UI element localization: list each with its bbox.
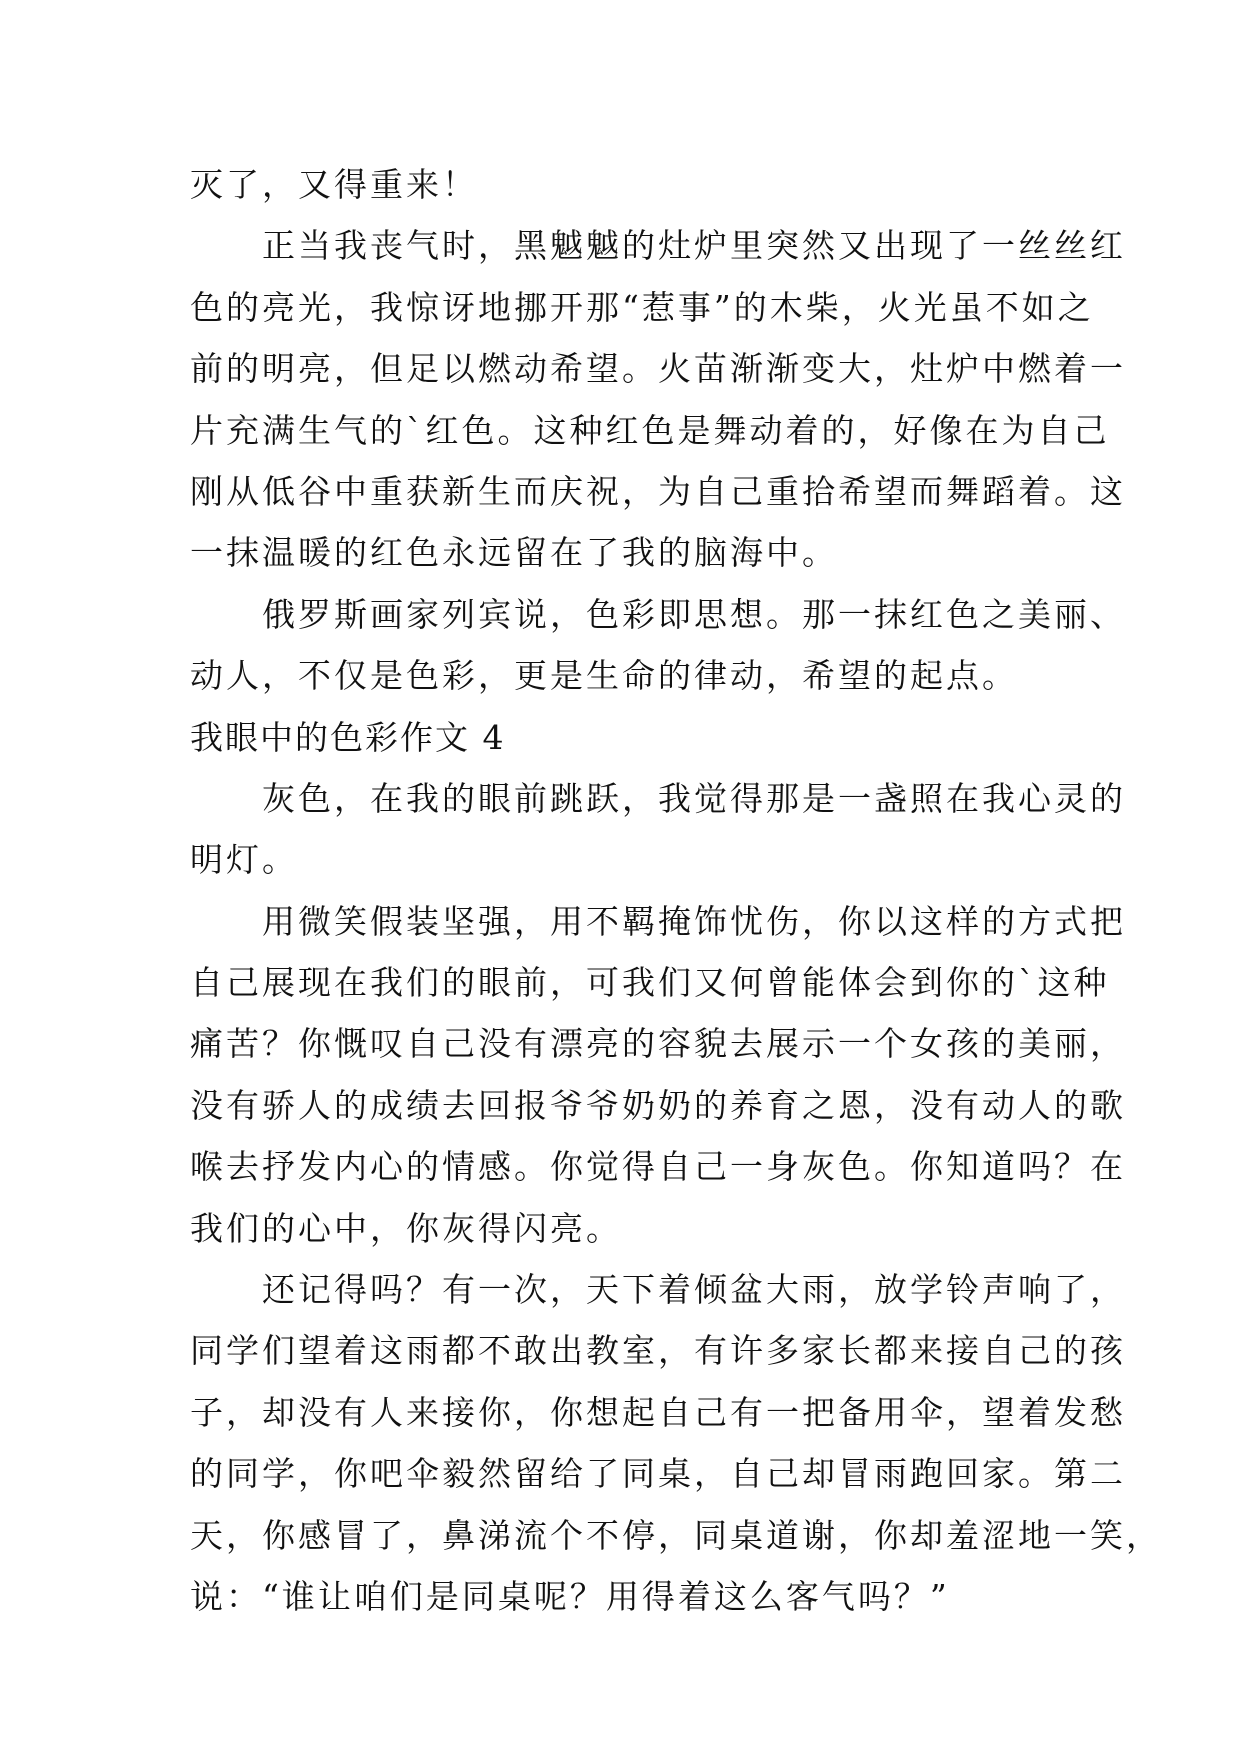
- text-line: 我们的心中，你灰得闪亮。: [190, 1208, 622, 1248]
- text-line: 灭了，又得重来！: [190, 165, 478, 204]
- text-line: 子，却没有人来接你，你想起自己有一把备用伞，望着发愁: [190, 1392, 1126, 1432]
- text-line: 一抹温暖的红色永远留在了我的脑海中。: [190, 533, 838, 573]
- text-line: 前的明亮，但足以燃动希望。火苗渐渐变大，灶炉中燃着一: [190, 349, 1126, 389]
- text-line: 色的亮光，我惊讶地挪开那“惹事”的木柴，火光虽不如之: [190, 287, 1094, 327]
- text-line: 动人，不仅是色彩，更是生命的律动，希望的起点。: [190, 656, 1018, 696]
- text-line: 灰色，在我的眼前跳跃，我觉得那是一盏照在我心灵的: [262, 778, 1126, 818]
- text-line: 喉去抒发内心的情感。你觉得自己一身灰色。你知道吗？在: [190, 1147, 1126, 1187]
- text-line: 还记得吗？有一次，天下着倾盆大雨，放学铃声响了，: [262, 1270, 1126, 1310]
- text-line: 同学们望着这雨都不敢出教室，有许多家长都来接自己的孩: [190, 1331, 1126, 1371]
- text-line: 明灯。: [190, 840, 298, 880]
- document-page: [190, 154, 1162, 1627]
- text-line: 没有骄人的成绩去回报爷爷奶奶的养育之恩，没有动人的歌: [190, 1085, 1126, 1125]
- text-line: 痛苦？你慨叹自己没有漂亮的容貌去展示一个女孩的美丽，: [190, 1024, 1126, 1064]
- text-line: 刚从低谷中重获新生而庆祝，为自己重拾希望而舞蹈着。这: [190, 471, 1126, 511]
- text-line: 用微笑假装坚强，用不羁掩饰忧伤，你以这样的方式把: [262, 901, 1126, 941]
- text-line: 天，你感冒了，鼻涕流个不停，同桌道谢，你却羞涩地一笑，: [190, 1515, 1162, 1555]
- text-line: 俄罗斯画家列宾说，色彩即思想。那一抹红色之美丽、: [262, 594, 1126, 634]
- text-line: 自己展现在我们的眼前，可我们又何曾能体会到你的`这种: [190, 963, 1110, 1003]
- section-heading: 我眼中的色彩作文 4: [190, 717, 506, 757]
- text-line: 的同学，你吧伞毅然留给了同桌，自己却冒雨跑回家。第二: [190, 1454, 1126, 1494]
- text-line: 说：“谁让咱们是同桌呢？用得着这么客气吗？”: [190, 1576, 950, 1616]
- text-line: 片充满生气的`红色。这种红色是舞动着的，好像在为自己: [190, 410, 1110, 450]
- text-line: 正当我丧气时，黑魆魆的灶炉里突然又出现了一丝丝红: [262, 226, 1126, 266]
